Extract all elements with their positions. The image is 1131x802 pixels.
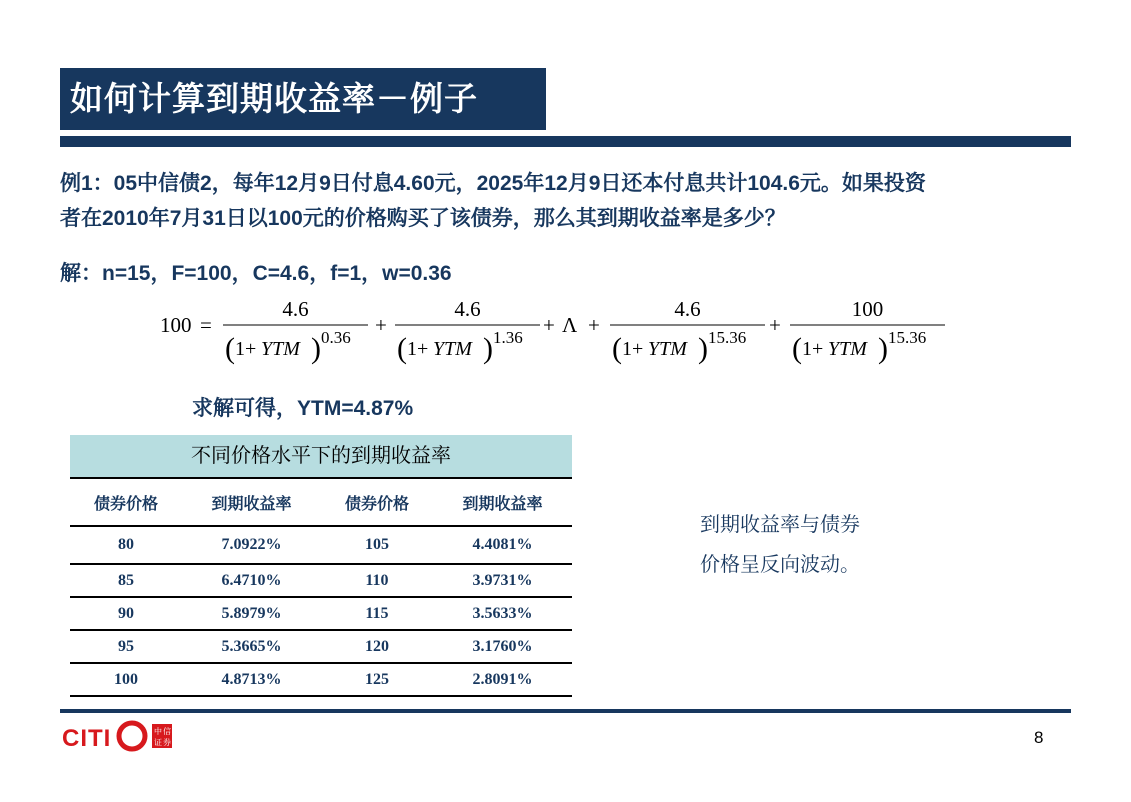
- denominator-ytm: YTM: [828, 338, 867, 360]
- table-cell: 4.8713%: [182, 663, 321, 696]
- table-cell: 3.1760%: [433, 630, 572, 663]
- paren-close: ): [483, 332, 493, 365]
- table-cell: 3.9731%: [433, 564, 572, 597]
- example-text: [60, 166, 1060, 236]
- ellipsis-symbol: Λ: [562, 313, 578, 337]
- plus-sign: +: [588, 313, 600, 337]
- denominator-exponent: 1.36: [493, 328, 523, 347]
- table-row: [70, 564, 572, 597]
- fraction-numerator: 4.6: [454, 297, 481, 321]
- table-row: [70, 630, 572, 663]
- plus-sign: +: [375, 313, 387, 337]
- logo-seal-3: 证: [154, 738, 162, 747]
- ytm-table: [70, 435, 572, 697]
- paren-open: (: [397, 332, 407, 365]
- denominator-ytm: YTM: [261, 338, 300, 360]
- title-divider: [60, 136, 1071, 147]
- formula-lhs: 100: [160, 313, 192, 337]
- example-line-1: 例1：05中信债2，每年12月9日付息4.60元，2025年12月9日还本付息共计104.6元。如果投资: [60, 172, 926, 195]
- header-yield-2: 到期收益率: [433, 478, 572, 526]
- table-cell: 100: [70, 663, 182, 696]
- slide-title: 如何计算到期收益率－例子: [60, 68, 546, 130]
- logo-seal-4: 券: [163, 738, 171, 747]
- logo-text: CITI: [62, 725, 112, 752]
- citics-logo: [62, 719, 177, 753]
- table-cell: 3.5633%: [433, 597, 572, 630]
- note-line-2: 价格呈反向波动。: [700, 554, 860, 576]
- paren-open: (: [792, 332, 802, 365]
- table-row: [70, 526, 572, 564]
- denominator-one-plus: 1+: [235, 338, 257, 360]
- table-cell: 5.3665%: [182, 630, 321, 663]
- denominator-ytm: YTM: [648, 338, 687, 360]
- header-price-2: 债券价格: [321, 478, 433, 526]
- denominator-one-plus: 1+: [407, 338, 429, 360]
- table-cell: 2.8091%: [433, 663, 572, 696]
- solution-result: 求解可得，YTM=4.87%: [192, 397, 414, 420]
- note-line-1: 到期收益率与债券: [700, 514, 860, 536]
- page-number: 8: [1034, 728, 1044, 747]
- fraction-numerator: 100: [851, 297, 884, 321]
- table-cell: 6.4710%: [182, 564, 321, 597]
- table-row: [70, 597, 572, 630]
- plus-sign: +: [543, 313, 555, 337]
- paren-close: ): [698, 332, 708, 365]
- paren-open: (: [225, 332, 235, 365]
- table-cell: 95: [70, 630, 182, 663]
- denominator-exponent: 0.36: [321, 328, 351, 347]
- denominator-exponent: 15.36: [888, 328, 927, 347]
- fraction-numerator: 4.6: [674, 297, 701, 321]
- table-cell: 85: [70, 564, 182, 597]
- logo-seal-2: 信: [163, 727, 171, 736]
- table-cell: 120: [321, 630, 433, 663]
- table-title: 不同价格水平下的到期收益率: [70, 435, 572, 477]
- table-cell: 4.4081%: [433, 526, 572, 564]
- example-line-2: 者在2010年7月31日以100元的价格购买了该债券，那么其到期收益率是多少？: [60, 207, 786, 230]
- table-cell: 125: [321, 663, 433, 696]
- inverse-relationship-note: [700, 505, 860, 585]
- denominator-exponent: 15.36: [708, 328, 747, 347]
- footer-divider: [60, 709, 1071, 713]
- formula-equals: =: [200, 313, 212, 337]
- table-cell: 5.8979%: [182, 597, 321, 630]
- denominator-one-plus: 1+: [622, 338, 644, 360]
- table-cell: 105: [321, 526, 433, 564]
- table-row: [70, 663, 572, 696]
- table-cell: 7.0922%: [182, 526, 321, 564]
- ytm-formula: [155, 292, 955, 372]
- fraction-numerator: 4.6: [282, 297, 309, 321]
- ytm-data-table: [70, 477, 572, 697]
- paren-open: (: [612, 332, 622, 365]
- table-cell: 90: [70, 597, 182, 630]
- plus-sign: +: [769, 313, 781, 337]
- table-cell: 80: [70, 526, 182, 564]
- paren-close: ): [878, 332, 888, 365]
- header-yield-1: 到期收益率: [182, 478, 321, 526]
- solution-params: 解：n=15，F=100，C=4.6，f=1，w=0.36: [60, 262, 452, 285]
- table-header-row: [70, 478, 572, 526]
- table-cell: 115: [321, 597, 433, 630]
- logo-seal-1: 中: [154, 727, 162, 736]
- header-price-1: 债券价格: [70, 478, 182, 526]
- table-cell: 110: [321, 564, 433, 597]
- denominator-one-plus: 1+: [802, 338, 824, 360]
- formula-terms: [223, 297, 945, 365]
- denominator-ytm: YTM: [433, 338, 472, 360]
- paren-close: ): [311, 332, 321, 365]
